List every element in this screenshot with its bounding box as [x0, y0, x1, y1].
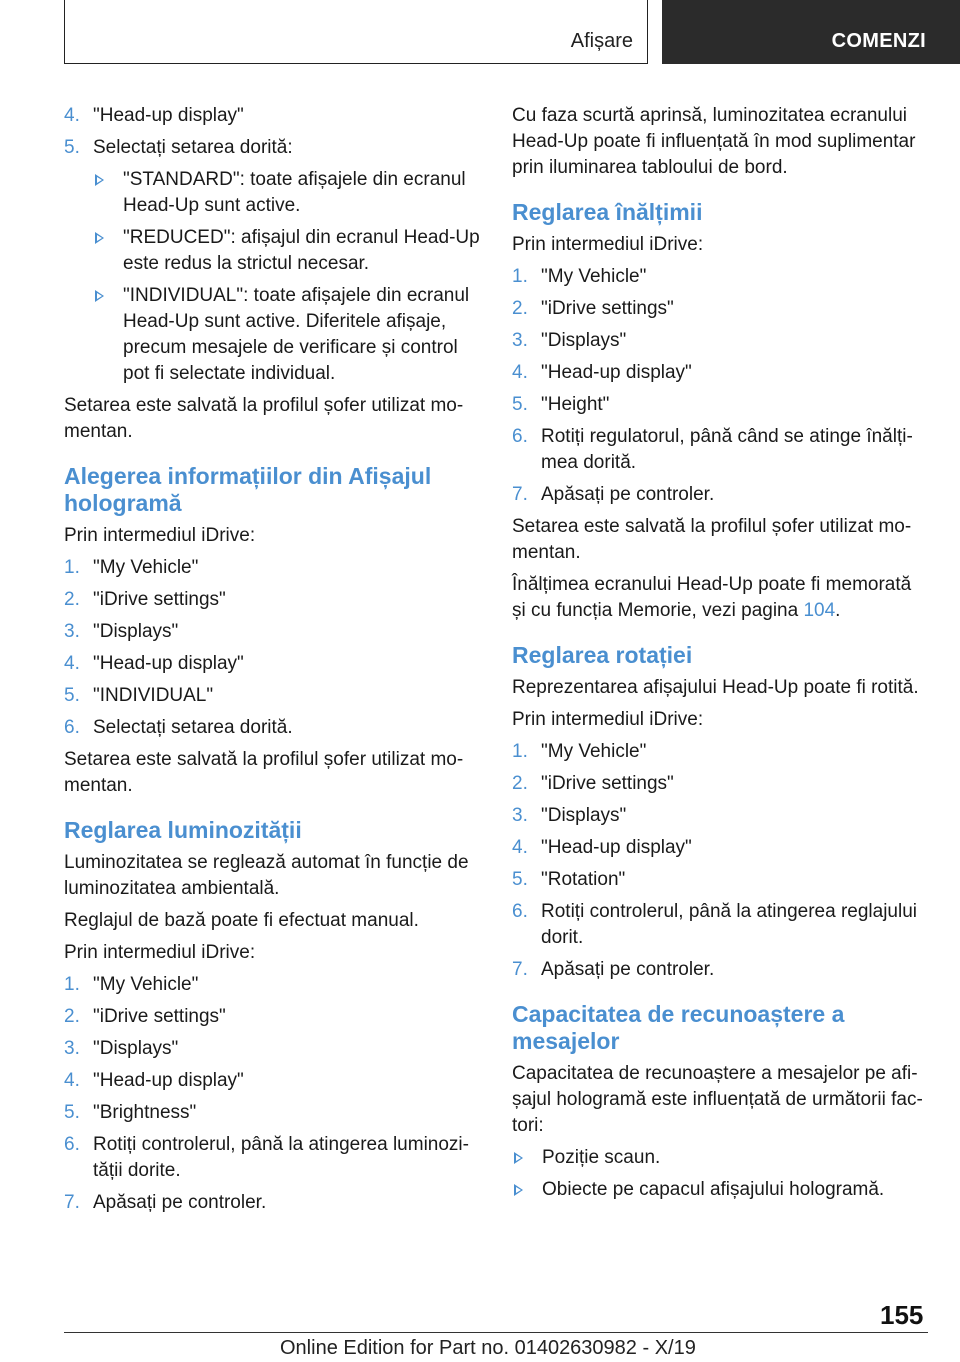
list-item [512, 296, 924, 322]
header-chapter-title: COMENZI [831, 30, 926, 52]
bullets-top [93, 167, 484, 387]
step-text: "iDrive settings" [541, 298, 674, 319]
step-text: "Brightness" [93, 1102, 197, 1123]
memory-text: Înălțimea ecranului Head-Up poate fi memorată și cu funcția Memorie, vezi pagina [512, 574, 912, 621]
paragraph-via-idrive-4: Prin intermediul iDrive: [512, 709, 704, 730]
list-item [64, 1004, 484, 1030]
step-number: 4. [64, 653, 80, 674]
step-text: "Displays" [93, 1038, 179, 1059]
header-section-title: Afișare [570, 30, 633, 52]
step-number: 6. [512, 901, 528, 922]
step-text: "Head-up display" [93, 105, 244, 126]
step-number: 1. [512, 266, 528, 287]
step-number: 1. [512, 741, 528, 762]
step-text: "Rotation" [541, 869, 626, 890]
step-number: 4. [64, 1070, 80, 1091]
step-number: 5. [64, 685, 80, 706]
heading-height: Reglarea înălțimii [512, 199, 703, 225]
step-number: 7. [64, 1192, 80, 1213]
list-item [64, 683, 484, 709]
paragraph-via-idrive-3: Prin intermediul iDrive: [512, 234, 704, 255]
triangle-bullet-icon [514, 1184, 523, 1196]
heading-recognition: Capacitatea de recunoaștere a mesajelor [512, 1001, 845, 1054]
list-item [93, 225, 484, 277]
step-number: 2. [64, 1006, 80, 1027]
steps-height [512, 264, 924, 508]
list-item [64, 587, 484, 613]
bullet-text: "INDIVIDUAL": toate afișajele din ecranul Head-Up sunt active. Diferitele afișaje, precum mesajele de verificare și control pot fi selectate individual. [123, 285, 470, 384]
step-text: "My Vehicle" [93, 974, 199, 995]
list-item [512, 1177, 924, 1203]
step-number: 7. [512, 484, 528, 505]
step-text: Apăsați pe controler. [541, 959, 715, 980]
step-text: "Height" [541, 394, 610, 415]
list-item [512, 867, 924, 893]
step-number: 3. [512, 330, 528, 351]
step-number: 5. [64, 1102, 80, 1123]
list-item [64, 1190, 484, 1216]
step-text: "My Vehicle" [93, 557, 199, 578]
step-text: "Displays" [541, 330, 627, 351]
step-text: Apăsați pe controler. [541, 484, 715, 505]
list-item [512, 1145, 924, 1171]
step-text: "Displays" [541, 805, 627, 826]
triangle-bullet-icon [95, 290, 104, 302]
paragraph-brightness-manual: Reglajul de bază poate fi efectuat manual. [64, 910, 419, 931]
step-text: "iDrive settings" [541, 773, 674, 794]
step-text: Selectați setarea dorită: [93, 137, 293, 158]
list-item [512, 328, 924, 354]
bullet-text: Obiecte pe capacul afișajului hologramă. [542, 1179, 885, 1200]
step-text: Rotiți controlerul, până la atingerea luminozi-tății dorite. [93, 1134, 469, 1181]
bullet-text: "STANDARD": toate afișajele din ecranul Head-Up sunt active. [123, 169, 466, 216]
step-number: 3. [512, 805, 528, 826]
heading-brightness: Reglarea luminozității [64, 817, 302, 843]
step-text: "INDIVIDUAL" [93, 685, 214, 706]
list-item [64, 972, 484, 998]
list-item [64, 103, 484, 129]
step-text: "Displays" [93, 621, 179, 642]
step-text: "My Vehicle" [541, 266, 647, 287]
bullet-text: Poziție scaun. [542, 1147, 661, 1168]
left-column [64, 103, 484, 1222]
step-number: 7. [512, 959, 528, 980]
step-number: 4. [512, 362, 528, 383]
step-number: 2. [512, 298, 528, 319]
list-item [64, 555, 484, 581]
step-text: "Head-up display" [541, 362, 692, 383]
header-chapter-box [662, 0, 960, 64]
steps-rotation [512, 739, 924, 983]
paragraph-low-beam: Cu faza scurtă aprinsă, luminozitatea ecranului Head-Up poate fi influențată în mod suplimentar prin iluminarea tabloului de bord. [512, 105, 916, 178]
list-item [93, 167, 484, 219]
list-item [64, 1132, 484, 1184]
list-item [512, 424, 924, 476]
paragraph-saved-2: Setarea este salvată la profilul șofer utilizat mo-mentan. [64, 749, 464, 796]
step-text: "iDrive settings" [93, 1006, 226, 1027]
triangle-bullet-icon [95, 174, 104, 186]
step-number: 6. [64, 717, 80, 738]
step-number: 3. [64, 1038, 80, 1059]
step-text: "Head-up display" [93, 1070, 244, 1091]
memory-end: . [835, 600, 841, 621]
step-text: Apăsați pe controler. [93, 1192, 267, 1213]
paragraph-via-idrive-1: Prin intermediul iDrive: [64, 525, 256, 546]
step-number: 1. [64, 557, 80, 578]
step-text: Rotiți regulatorul, până când se atinge înălți-mea dorită. [541, 426, 913, 473]
paragraph-recognition: Capacitatea de recunoaștere a mesajelor pe afi-șajul hologramă este influențată de următorii fac-tori: [512, 1063, 923, 1136]
triangle-bullet-icon [514, 1152, 523, 1164]
list-item [512, 360, 924, 386]
steps-top [64, 103, 484, 161]
step-text: "Head-up display" [541, 837, 692, 858]
list-item [512, 482, 924, 508]
step-number: 1. [64, 974, 80, 995]
step-text: "My Vehicle" [541, 741, 647, 762]
step-text: "iDrive settings" [93, 589, 226, 610]
step-number: 6. [64, 1134, 80, 1155]
step-number: 6. [512, 426, 528, 447]
heading-select-info: Alegerea informațiilor din Afișajul hologramă [64, 463, 432, 516]
list-item [512, 264, 924, 290]
steps-select [64, 555, 484, 741]
paragraph-saved-3: Setarea este salvată la profilul șofer utilizat mo-mentan. [512, 516, 912, 563]
step-number: 4. [512, 837, 528, 858]
step-text: Selectați setarea dorită. [93, 717, 293, 738]
header-section-box [64, 0, 648, 64]
list-item [64, 135, 484, 161]
heading-rotation: Reglarea rotației [512, 642, 693, 668]
step-text: "Head-up display" [93, 653, 244, 674]
list-item [93, 283, 484, 387]
right-column [512, 103, 924, 1209]
list-item [512, 739, 924, 765]
footer-edition: Online Edition for Part no. 01402630982 - X/19 [280, 1337, 696, 1359]
list-item [512, 835, 924, 861]
step-number: 3. [64, 621, 80, 642]
list-item [64, 1036, 484, 1062]
list-item [64, 1100, 484, 1126]
step-number: 2. [512, 773, 528, 794]
paragraph-memory [512, 572, 924, 624]
step-number: 5. [512, 394, 528, 415]
step-number: 5. [64, 137, 80, 158]
list-item [512, 771, 924, 797]
step-text: Rotiți controlerul, până la atingerea reglajului dorit. [541, 901, 918, 948]
step-number: 2. [64, 589, 80, 610]
bullet-text: "REDUCED": afișajul din ecranul Head-Up este redus la strictul necesar. [123, 227, 480, 274]
paragraph-rotation: Reprezentarea afișajului Head-Up poate fi rotită. [512, 677, 919, 698]
step-number: 4. [64, 105, 80, 126]
page-number: 155 [880, 1300, 924, 1330]
footer-divider [64, 1332, 928, 1333]
paragraph-saved-1: Setarea este salvată la profilul șofer utilizat mo-mentan. [64, 395, 464, 442]
list-item [64, 715, 484, 741]
memory-page-link[interactable]: 104 [803, 600, 836, 621]
steps-brightness [64, 972, 484, 1216]
step-number: 5. [512, 869, 528, 890]
list-item [64, 1068, 484, 1094]
bullets-recognition [512, 1145, 924, 1203]
paragraph-via-idrive-2: Prin intermediul iDrive: [64, 942, 256, 963]
list-item [512, 957, 924, 983]
list-item [512, 899, 924, 951]
paragraph-brightness-auto: Luminozitatea se reglează automat în funcție de luminozitatea ambientală. [64, 852, 469, 899]
list-item [512, 392, 924, 418]
list-item [64, 651, 484, 677]
triangle-bullet-icon [95, 232, 104, 244]
list-item [512, 803, 924, 829]
list-item [64, 619, 484, 645]
